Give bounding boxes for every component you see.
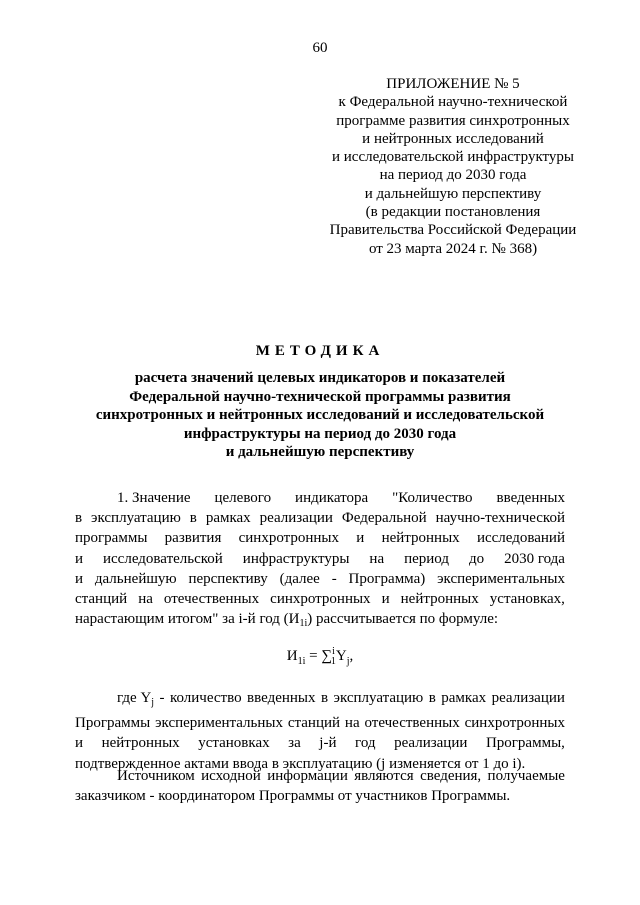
- justified-line: [75, 688, 565, 713]
- word: Источником: [117, 768, 195, 784]
- appendix-line: (в редакции постановления: [365, 204, 541, 221]
- appendix-line: и исследовательской инфраструктуры: [331, 149, 574, 166]
- word: 2030 года: [504, 550, 565, 567]
- word: и: [75, 570, 84, 587]
- word: исследовательской: [103, 550, 223, 567]
- word: рамках: [441, 690, 487, 706]
- subtitle-line: расчета значений целевых индикаторов и показателей: [134, 370, 506, 386]
- paragraph-last-line: подтвержденное актами ввода в эксплуатацию (j изменяется от 1 до i).: [75, 755, 526, 772]
- page-number: 60: [312, 40, 328, 56]
- word: индикатора: [295, 490, 369, 506]
- word: рамках: [205, 510, 251, 527]
- formula-equals-sum: = ∑: [305, 648, 333, 664]
- justified-line: [75, 713, 565, 733]
- word: инфраструктуры: [242, 550, 350, 567]
- word: нейтронных: [381, 530, 460, 547]
- word: эксплуатацию: [333, 690, 424, 706]
- formula-term-subscript: j: [346, 656, 350, 667]
- word: экспериментальных: [437, 570, 565, 587]
- word: и: [356, 530, 365, 547]
- subtitle-line: синхротронных и нейтронных исследований и исследовательской: [95, 407, 545, 424]
- word: нейтронных: [400, 591, 479, 608]
- word: сведения,: [420, 768, 482, 784]
- word: в: [189, 510, 197, 527]
- text-fragment: нарастающим итогом" за i-й год (И: [75, 611, 300, 628]
- word: и: [75, 550, 84, 567]
- word: информации: [267, 768, 348, 784]
- justified-line: [75, 508, 565, 528]
- word: исходной: [201, 768, 261, 784]
- paragraph-where-clause: [75, 688, 565, 774]
- word: в: [320, 690, 329, 706]
- word: на: [344, 715, 360, 732]
- justified-line: [75, 569, 565, 589]
- word: Программа): [348, 570, 426, 587]
- word: период: [404, 550, 449, 567]
- word: за: [288, 735, 301, 752]
- subtitle-line: инфраструктуры на период до 2030 года: [183, 425, 457, 442]
- word: отечественных: [364, 715, 460, 732]
- word: j-й: [319, 735, 337, 752]
- paragraph-indicator-definition: [75, 488, 565, 634]
- word: в: [75, 510, 83, 527]
- word: и: [75, 735, 84, 752]
- word: установках: [198, 735, 270, 752]
- formula: [0, 646, 640, 667]
- word: исследований: [476, 530, 565, 547]
- word: научно-технической: [435, 510, 565, 527]
- word: дальнейшую: [94, 570, 177, 587]
- word: и: [381, 591, 390, 608]
- appendix-line: на период до 2030 года: [379, 167, 527, 184]
- word: количество: [169, 690, 242, 706]
- word: нейтронных: [101, 735, 180, 752]
- word: Федеральной: [341, 510, 427, 527]
- word: Программы: [75, 715, 151, 732]
- subtitle-line: Федеральной научно-технической программы развития: [129, 388, 511, 405]
- word: Программы,: [485, 735, 565, 752]
- word: реализации: [394, 735, 468, 752]
- appendix-line: и нейтронных исследований: [362, 130, 544, 147]
- document-title: МЕТОДИКА: [255, 343, 385, 359]
- word: станций: [287, 715, 341, 732]
- appendix-line: ПРИЛОЖЕНИЕ № 5: [386, 76, 520, 92]
- justified-line: [75, 766, 565, 786]
- formula-lhs-subscript: 1i: [297, 656, 306, 667]
- word: введенных: [496, 490, 565, 506]
- word: реализации: [491, 690, 565, 706]
- word: -: [159, 690, 165, 706]
- appendix-line: программе развития синхротронных: [336, 112, 570, 129]
- word: программы: [75, 530, 148, 547]
- appendix-block: [298, 75, 608, 258]
- paragraph-last-line: заказчиком - координатором Программы от участников Программы.: [75, 788, 511, 805]
- word: "Количество: [392, 490, 473, 506]
- word: реализации: [259, 510, 333, 527]
- word: на: [138, 591, 153, 608]
- formula-sum-upper: i: [332, 646, 335, 657]
- justified-line: [75, 733, 565, 753]
- appendix-line: и дальнейшую перспективу: [364, 185, 542, 202]
- word: являются: [354, 768, 414, 784]
- word: введенных: [247, 690, 316, 706]
- justified-line: [75, 549, 565, 569]
- formula-tail: ,: [349, 648, 354, 664]
- word: (далее: [279, 570, 320, 587]
- word: получаемые: [487, 768, 565, 784]
- formula-term: Y: [335, 648, 347, 664]
- word: развития: [164, 530, 222, 547]
- word: целевого: [214, 490, 272, 506]
- word: год: [355, 735, 376, 752]
- word: станций: [75, 591, 128, 608]
- formula-sum-lower: 1: [330, 656, 336, 667]
- word: -: [331, 570, 337, 587]
- subscript: 1i: [299, 618, 308, 630]
- subscript: j: [151, 697, 155, 708]
- text-fragment: [117, 688, 154, 713]
- justified-line: [75, 488, 565, 508]
- word: отечественных: [163, 591, 260, 608]
- document-subtitle: [0, 369, 640, 462]
- text-fragment: где Y: [117, 690, 152, 706]
- justified-line: [75, 589, 565, 609]
- formula-lhs: И: [286, 648, 298, 664]
- subtitle-line: и дальнейшую перспективу: [225, 444, 415, 461]
- word: перспективу: [188, 570, 268, 587]
- word: установках,: [489, 591, 565, 608]
- word: синхротронных: [238, 530, 340, 547]
- text-fragment: ) рассчитывается по формуле:: [307, 611, 499, 628]
- word: на: [369, 550, 385, 567]
- appendix-line: Правительства Российской Федерации: [329, 222, 577, 239]
- word: эксплуатацию: [91, 510, 181, 527]
- word: до: [468, 550, 485, 567]
- word: синхротронных: [464, 715, 565, 732]
- word: синхротронных: [270, 591, 371, 608]
- appendix-line: к Федеральной научно-технической: [338, 94, 568, 111]
- justified-line: [75, 528, 565, 548]
- word: 1. Значение: [117, 490, 191, 506]
- paragraph-data-source: [75, 766, 565, 806]
- paragraph-last-line: [75, 609, 565, 634]
- word: в: [428, 690, 436, 706]
- word: экспериментальных: [155, 715, 283, 732]
- appendix-line: от 23 марта 2024 г. № 368): [368, 240, 538, 257]
